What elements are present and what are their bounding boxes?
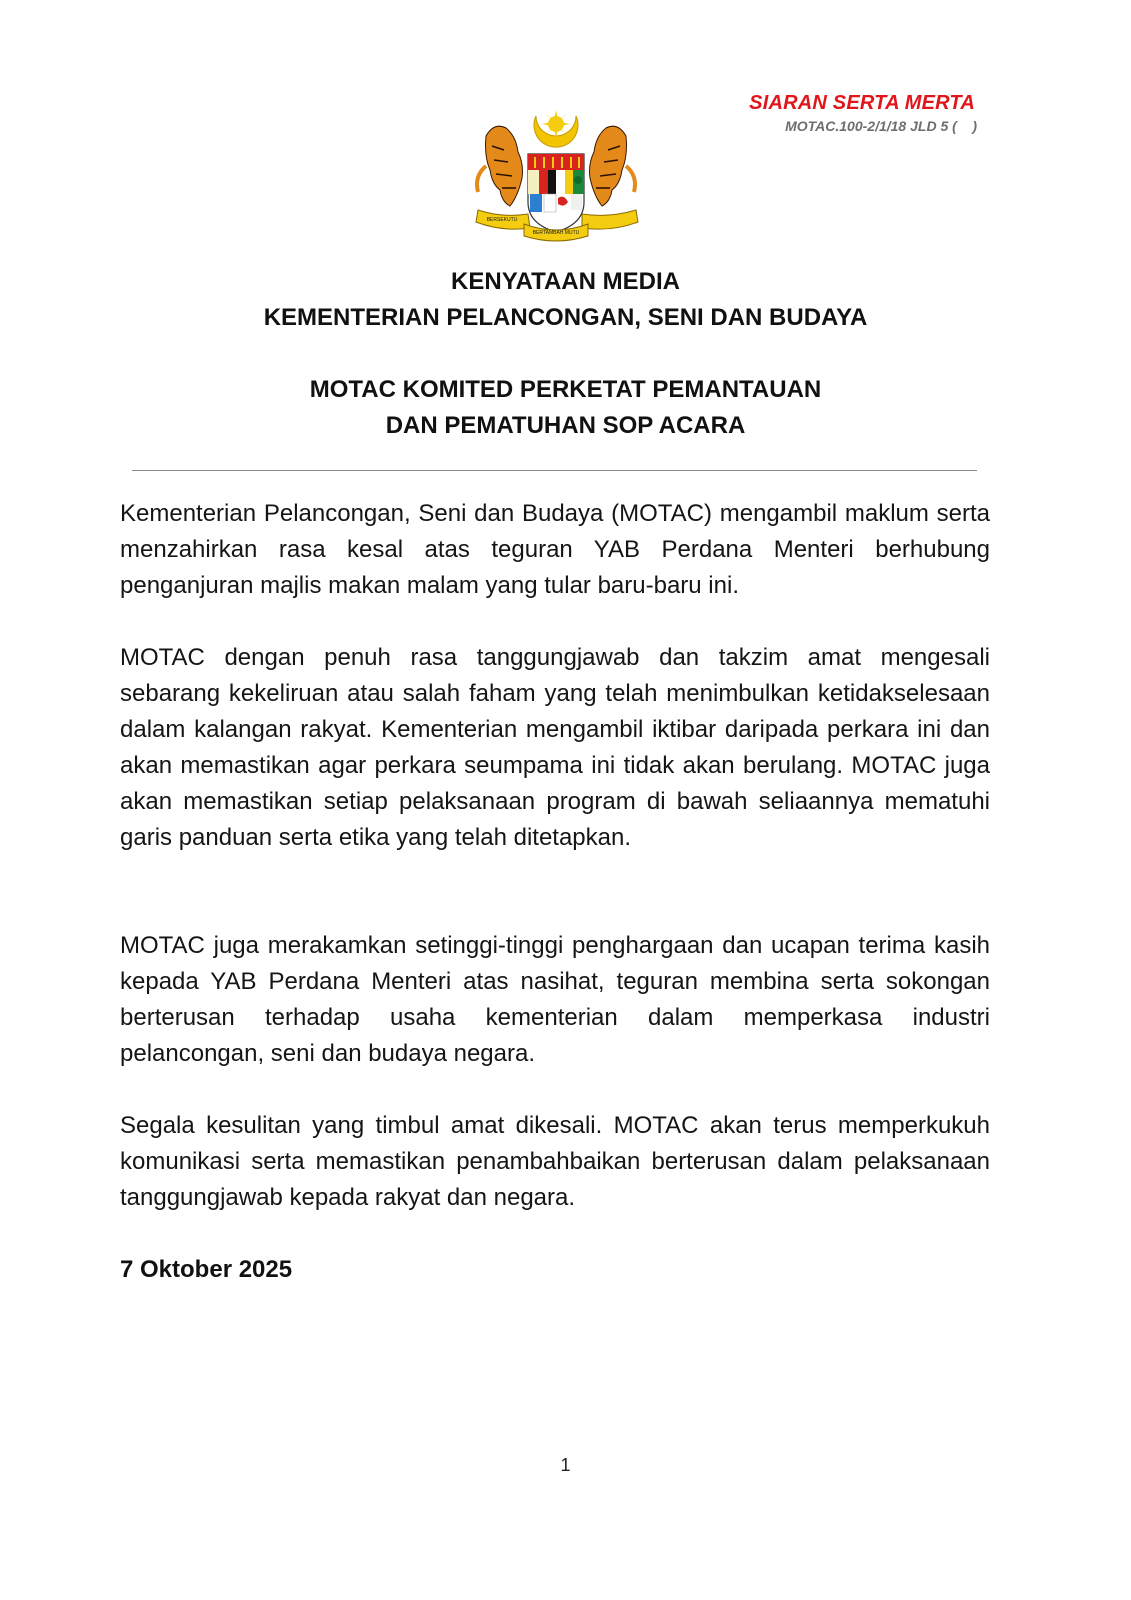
body-paragraph-2: MOTAC dengan penuh rasa tanggungjawab dan takzim amat mengesali sebarang kekeliruan atau salah faham yang telah menimbulkan ketidakselesaan dalam kalangan rakyat. Kementerian mengambil iktibar daripada perkara ini dan akan memastikan agar perkara seumpama ini tidak akan berulang. MOTAC juga akan memastikan setiap pelaksanaan program di bawah seliaannya mematuhi garis panduan serta etika yang telah ditetapkan. [120,644,990,851]
body-paragraph-1: Kementerian Pelancongan, Seni dan Budaya (MOTAC) mengambil maklum serta menzahirkan rasa kesal atas teguran YAB Perdana Menteri berhubung penganjuran majlis makan malam yang tular baru-baru ini. [120,500,990,599]
headline-line-2: DAN PEMATUHAN SOP ACARA [385,412,746,439]
crest-motto-center: BERTAMBAH MUTU [532,230,580,236]
body-paragraph-3: MOTAC juga merakamkan setinggi-tinggi penghargaan dan ucapan terima kasih kepada YAB Perdana Menteri atas nasihat, teguran membina serta sokongan berterusan terhadap usaha kementerian dalam memperkasa industri pelancongan, seni dan budaya negara. [120,932,990,1067]
release-label: SIARAN SERTA MERTA [749,92,975,114]
reference-number: MOTAC.100-2/1/18 JLD 5 ( ) [785,118,977,134]
document-headline [0,372,1131,444]
headline-line-1: MOTAC KOMITED PERKETAT PEMANTAUAN [309,376,822,403]
heading-ministry: KEMENTERIAN PELANCONGAN, SENI DAN BUDAYA [263,304,868,331]
malaysia-coat-of-arms-icon [472,106,640,242]
crest-motto-left: BERSEKUTU [486,217,518,223]
heading-media-statement: KENYATAAN MEDIA [451,268,680,295]
document-heading [0,264,1131,336]
page-number: 1 [560,1455,571,1475]
heading-divider [132,470,977,471]
statement-date: 7 Oktober 2025 [120,1256,293,1283]
body-paragraph-4: Segala kesulitan yang timbul amat dikesali. MOTAC akan terus memperkukuh komunikasi serta memastikan penambahbaikan berterusan dalam pelaksanaan tanggungjawab kepada rakyat dan negara. [120,1112,990,1211]
